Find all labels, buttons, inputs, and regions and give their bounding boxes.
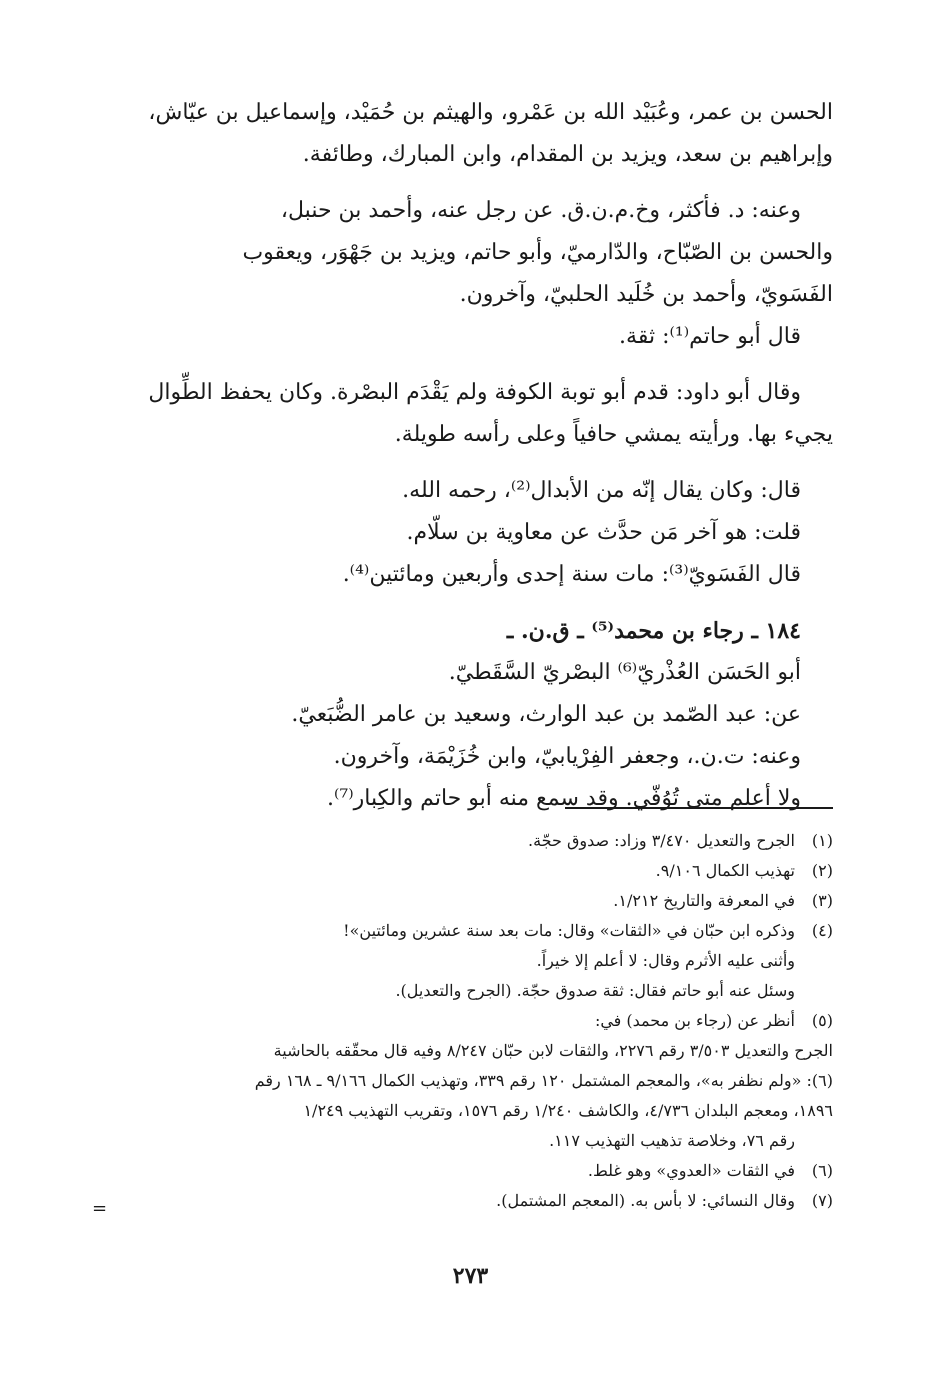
footnote [104, 886, 833, 916]
footnote [104, 826, 833, 856]
text-line: يجيء بها. ورأيته يمشي حافياً وعلى رأسه طويلة. [394, 422, 833, 447]
footnote-text: وسئل عنه أبو حاتم فقال: ثقة صدوق حجّة. (الجرح والتعديل). [395, 981, 795, 1000]
footnote-text: في الثقات «العدوي» وهو غلط. [587, 1161, 795, 1180]
footnote-number: (١) [811, 831, 833, 850]
footnote-text: رقم ٧٦، وخلاصة تذهيب التهذيب ١١٧. [549, 1131, 795, 1150]
text-line: وعنه: ت.ن.، وجعفر الفِرْيابيّ، وابن خُزَيْمَة، وآخرون. [333, 744, 801, 769]
footnote [104, 1156, 833, 1186]
footnote-number: (٥) [811, 1011, 833, 1030]
text-line: وعنه: د. فأكثر، وخ.م.ن.ق. عن رجل عنه، وأحمد بن حنبل، [280, 198, 801, 223]
continuation-mark: = [92, 1198, 108, 1219]
text-line: قال: وكان يقال إنّه من الأبدال⁽²⁾، رحمه الله. [402, 478, 801, 503]
footnote-divider [565, 807, 833, 809]
text-line: أبو الحَسَن العُذْريّ⁽⁶⁾ البصْريّ السَّقَطيّ. [448, 660, 801, 685]
text-line: قلت: هو آخر مَن حدَّث عن معاوية بن سلّام. [406, 520, 801, 545]
footnote-number: (٤) [811, 921, 833, 940]
text-line: قال الفَسَويّ⁽³⁾: مات سنة إحدى وأربعين ومائتين⁽⁴⁾. [342, 562, 801, 587]
entry-heading: ١٨٤ ـ رجاء بن محمد⁽⁵⁾ ـ ق.ن. ـ [506, 618, 801, 644]
main-text [98, 92, 833, 820]
footnote-number: (٧) [811, 1191, 833, 1210]
footnote-text: وأثنى عليه الأثرم وقال: لا أعلم إلا خيراً. [536, 951, 795, 970]
text-line: وإبراهيم بن سعد، ويزيد بن المقدام، وابن المبارك، وطائفة. [302, 142, 833, 167]
text-line: عن: عبد الصّمد بن عبد الوارث، وسعيد بن عامر الضُّبَعيّ. [291, 702, 801, 727]
footnote-text: الجرح والتعديل ٣/٤٧٠ وزاد: صدوق حجّة. [528, 831, 795, 850]
text-line: ولا أعلم متى تُوُفّي. وقد سمع منه أبو حاتم والكِبار⁽⁷⁾. [327, 786, 801, 811]
footnote-number: (٦) [811, 1161, 833, 1180]
footnote-text: وقال النسائي: لا بأس به. (المعجم المشتمل). [496, 1191, 795, 1210]
text-line: الحسن بن عمر، وعُبَيْد الله بن عَمْرو، والهيثم بن حُمَيْد، وإسماعيل بن عيّاش، [148, 100, 833, 125]
footnote-text: في المعرفة والتاريخ ١/٢١٢. [613, 891, 795, 910]
footnote-number: (٢) [811, 861, 833, 880]
footnotes [104, 826, 833, 1216]
footnote [104, 1006, 833, 1036]
footnote-text: وذكره ابن حبّان في «الثقات» وقال: مات بعد سنة عشرين ومائتين»! [343, 921, 795, 940]
text-line: قال أبو حاتم⁽¹⁾: ثقة. [619, 324, 801, 349]
footnote-number: (٣) [811, 891, 833, 910]
footnote [104, 916, 833, 946]
page-number: ٢٧٣ [452, 1263, 489, 1289]
footnote-text: تهذيب الكمال ٩/١٠٦. [655, 861, 795, 880]
footnote [104, 1186, 833, 1216]
footnote-text: (٦): «ولم نظفر به»، والمعجم المشتمل ١٢٠ رقم ٣٣٩، وتهذيب الكمال ٩/١٦٦ ـ ١٦٨ رقم [254, 1071, 833, 1090]
footnote-text: الجرح والتعديل ٣/٥٠٣ رقم ٢٢٧٦، والثقات لابن حبّان ٨/٢٤٧ وفيه قال محقّقه بالحاشية [273, 1041, 833, 1060]
text-line: والحسن بن الصّبّاح، والدّارميّ، وأبو حاتم، ويزيد بن جَهْوَر، ويعقوب [242, 240, 833, 265]
footnote-text: أنظر عن (رجاء بن محمد) في: [594, 1011, 795, 1030]
footnote [104, 856, 833, 886]
footnote-text: ١٨٩٦، ومعجم البلدان ٤/٧٣٦، والكاشف ١/٢٤٠ رقم ١٥٧٦، وتقريب التهذيب ١/٢٤٩ [303, 1101, 833, 1120]
text-line: وقال أبو داود: قدم أبو توبة الكوفة ولم يَقْدَم البصْرة. وكان يحفظ الطِّوال [148, 380, 801, 405]
text-line: الفَسَويّ، وأحمد بن خُلَيد الحلبيّ، وآخرون. [459, 282, 833, 307]
